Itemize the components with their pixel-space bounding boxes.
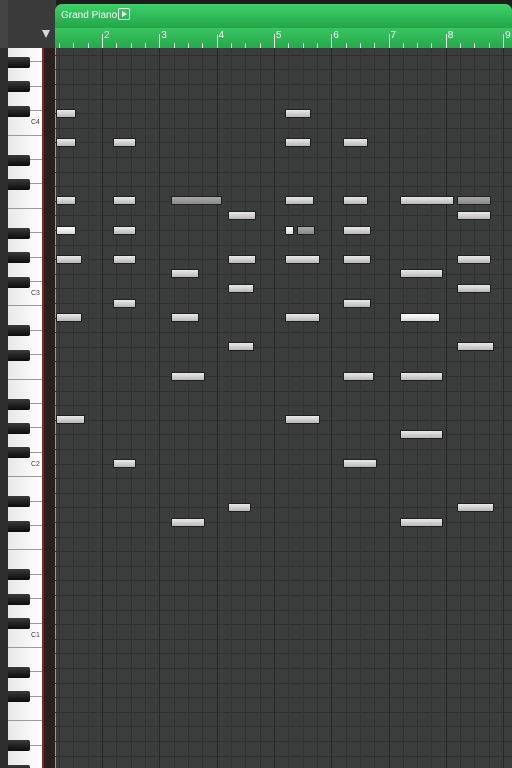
black-key[interactable]: [8, 228, 30, 239]
grid-row-line: [55, 726, 512, 727]
midi-note[interactable]: [285, 138, 311, 147]
black-key[interactable]: [8, 423, 30, 434]
grid-row-line: [55, 99, 512, 100]
grid-row-line: [55, 420, 512, 421]
grid-beat-line: [59, 48, 60, 768]
midi-note[interactable]: [285, 415, 319, 424]
region-name: Grand Piano: [61, 10, 118, 21]
bar-number: 2: [104, 30, 110, 41]
grid-row-line: [55, 215, 512, 216]
triangle-down-icon[interactable]: [42, 30, 50, 38]
bar-tick: [446, 34, 447, 48]
piano-roll-grid[interactable]: [55, 48, 512, 768]
bar-tick: [217, 34, 218, 48]
grid-beat-line: [231, 48, 232, 768]
grid-beat-line: [374, 48, 375, 768]
grid-row-line: [55, 653, 512, 654]
grid-row-line: [55, 478, 512, 479]
grid-row-line: [55, 376, 512, 377]
grid-row-line: [55, 84, 512, 85]
grid-bar-line: [274, 48, 275, 768]
bar-number: 5: [275, 30, 282, 41]
grid-row-line: [55, 610, 512, 611]
black-key[interactable]: [8, 496, 30, 507]
grid-beat-line: [260, 48, 261, 768]
bar-number: 9: [505, 30, 511, 41]
grid-beat-line: [131, 48, 132, 768]
midi-note[interactable]: [113, 299, 136, 308]
grid-row-line: [55, 580, 512, 581]
grid-row-line: [55, 697, 512, 698]
midi-note[interactable]: [400, 518, 443, 527]
midi-note[interactable]: [228, 503, 251, 512]
midi-note[interactable]: [113, 459, 136, 468]
midi-note[interactable]: [457, 255, 491, 264]
octave-label: C3: [31, 290, 40, 298]
midi-note[interactable]: [113, 196, 136, 205]
midi-note[interactable]: [400, 269, 443, 278]
black-key[interactable]: [8, 106, 30, 117]
corner-edge: [0, 0, 8, 48]
grid-row-line: [55, 624, 512, 625]
black-key[interactable]: [8, 521, 30, 532]
midi-note[interactable]: [343, 226, 372, 235]
midi-note[interactable]: [285, 226, 294, 235]
midi-note[interactable]: [56, 109, 76, 118]
grid-row-line: [55, 274, 512, 275]
midi-note[interactable]: [228, 255, 257, 264]
midi-note[interactable]: [343, 196, 369, 205]
grid-row-line: [55, 405, 512, 406]
bar-number: 4: [218, 30, 225, 41]
bar-number: 7: [390, 30, 397, 41]
black-key[interactable]: [8, 447, 30, 458]
grid-bar-line: [102, 48, 103, 768]
grid-row-line: [55, 639, 512, 640]
grid-row-line: [55, 551, 512, 552]
midi-note[interactable]: [56, 196, 76, 205]
midi-note[interactable]: [113, 226, 136, 235]
midi-note[interactable]: [343, 459, 377, 468]
black-key[interactable]: [8, 325, 30, 336]
grid-beat-line: [202, 48, 203, 768]
grid-beat-line: [360, 48, 361, 768]
grid-beat-line: [474, 48, 475, 768]
grid-row-line: [55, 391, 512, 392]
black-key[interactable]: [8, 179, 30, 190]
midi-note[interactable]: [171, 313, 200, 322]
grid-bar-line: [446, 48, 447, 768]
grid-row-line: [55, 741, 512, 742]
timeline-ruler[interactable]: [55, 28, 512, 49]
grid-beat-line: [460, 48, 461, 768]
black-key[interactable]: [8, 667, 30, 678]
black-key[interactable]: [8, 81, 30, 92]
grid-beat-line: [245, 48, 246, 768]
midi-note[interactable]: [56, 415, 85, 424]
midi-note[interactable]: [343, 138, 369, 147]
bar-tick: [389, 34, 390, 48]
midi-note[interactable]: [457, 196, 491, 205]
grid-row-line: [55, 288, 512, 289]
grid-row-line: [55, 347, 512, 348]
grid-bar-line: [503, 48, 504, 768]
midi-note[interactable]: [285, 255, 319, 264]
grid-beat-line: [116, 48, 117, 768]
grid-row-line: [55, 507, 512, 508]
grid-row-line: [55, 318, 512, 319]
midi-note[interactable]: [343, 372, 375, 381]
black-key[interactable]: [8, 399, 30, 410]
grid-bar-line: [217, 48, 218, 768]
midi-note[interactable]: [56, 255, 82, 264]
grid-row-line: [55, 493, 512, 494]
grid-beat-line: [346, 48, 347, 768]
grid-bar-line: [331, 48, 332, 768]
bar-tick: [503, 34, 504, 48]
black-key[interactable]: [8, 594, 30, 605]
midi-note[interactable]: [400, 313, 440, 322]
midi-note[interactable]: [228, 342, 254, 351]
black-key[interactable]: [8, 569, 30, 580]
playhead-line[interactable]: [55, 48, 56, 768]
play-icon[interactable]: [118, 8, 130, 20]
grid-row-line: [55, 522, 512, 523]
octave-label: C1: [31, 631, 40, 639]
grid-beat-line: [188, 48, 189, 768]
black-key[interactable]: [8, 765, 30, 768]
midi-note[interactable]: [228, 211, 257, 220]
midi-note[interactable]: [285, 109, 311, 118]
grid-row-line: [55, 157, 512, 158]
grid-bar-line: [389, 48, 390, 768]
midi-note[interactable]: [285, 196, 314, 205]
midi-note[interactable]: [343, 255, 372, 264]
grid-row-line: [55, 113, 512, 114]
grid-beat-line: [88, 48, 89, 768]
black-key[interactable]: [8, 618, 30, 629]
grid-row-line: [55, 537, 512, 538]
grid-row-line: [55, 55, 512, 56]
midi-note[interactable]: [113, 255, 136, 264]
grid-row-line: [55, 186, 512, 187]
black-key[interactable]: [8, 740, 30, 751]
midi-note[interactable]: [457, 211, 491, 220]
black-key[interactable]: [8, 57, 30, 68]
grid-row-line: [55, 69, 512, 70]
bar-tick: [274, 34, 275, 48]
grid-row-line: [55, 128, 512, 129]
midi-note[interactable]: [297, 226, 315, 235]
grid-row-line: [55, 434, 512, 435]
midi-note[interactable]: [56, 138, 76, 147]
midi-note[interactable]: [113, 138, 136, 147]
midi-note[interactable]: [171, 269, 200, 278]
editor-corner: [0, 0, 56, 48]
grid-row-line: [55, 332, 512, 333]
midi-note[interactable]: [400, 196, 454, 205]
midi-note[interactable]: [343, 299, 372, 308]
bar-tick: [159, 34, 160, 48]
piano-keyboard[interactable]: [8, 48, 42, 768]
black-key[interactable]: [8, 155, 30, 166]
grid-beat-line: [73, 48, 74, 768]
divider-line: [42, 48, 44, 768]
grid-row-line: [55, 683, 512, 684]
midi-note[interactable]: [400, 372, 443, 381]
grid-bar-line: [159, 48, 160, 768]
grid-beat-line: [403, 48, 404, 768]
black-key[interactable]: [8, 350, 30, 361]
grid-beat-line: [288, 48, 289, 768]
grid-beat-line: [174, 48, 175, 768]
bar-number: 8: [447, 30, 454, 41]
midi-note[interactable]: [457, 503, 494, 512]
grid-beat-line: [317, 48, 318, 768]
grid-row-line: [55, 361, 512, 362]
black-key[interactable]: [8, 252, 30, 263]
region-header[interactable]: [55, 4, 512, 28]
grid-row-line: [55, 566, 512, 567]
midi-note[interactable]: [171, 196, 223, 205]
keyboard-divider: [42, 48, 55, 768]
bar-number: 3: [161, 30, 167, 41]
bar-tick: [331, 34, 332, 48]
black-key[interactable]: [8, 277, 30, 288]
midi-note[interactable]: [171, 372, 205, 381]
midi-note[interactable]: [56, 313, 82, 322]
bar-tick: [102, 34, 103, 48]
midi-note[interactable]: [400, 430, 443, 439]
grid-row-line: [55, 595, 512, 596]
grid-beat-line: [303, 48, 304, 768]
grid-row-line: [55, 668, 512, 669]
midi-note[interactable]: [171, 518, 205, 527]
black-key[interactable]: [8, 691, 30, 702]
grid-row-line: [55, 712, 512, 713]
grid-beat-line: [417, 48, 418, 768]
grid-beat-line: [489, 48, 490, 768]
midi-note[interactable]: [457, 284, 491, 293]
midi-note[interactable]: [285, 313, 319, 322]
octave-label: C2: [31, 461, 40, 468]
grid-row-line: [55, 172, 512, 173]
grid-row-line: [55, 756, 512, 757]
midi-note[interactable]: [457, 342, 494, 351]
bar-number: 6: [333, 30, 339, 41]
octave-label: C4: [31, 119, 40, 127]
grid-row-line: [55, 449, 512, 450]
midi-note[interactable]: [228, 284, 254, 293]
left-border: [0, 48, 8, 768]
midi-note[interactable]: [56, 226, 76, 235]
grid-beat-line: [431, 48, 432, 768]
grid-row-line: [55, 245, 512, 246]
grid-beat-line: [145, 48, 146, 768]
